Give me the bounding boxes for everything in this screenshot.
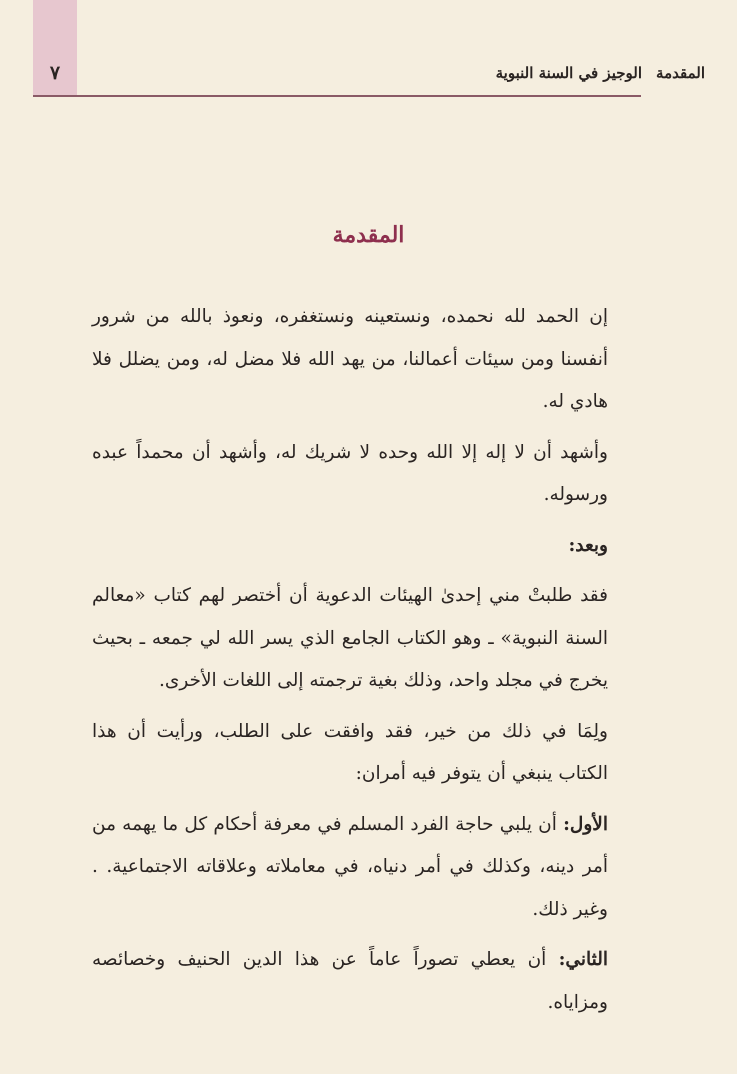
paragraph-text: إن الحمد لله نحمده، ونستعينه ونستغفره، ونعوذ بالله من شرور أنفسنا ومن سيئات أعمالنا، من يهد الله فلا مضل له، ومن يضلل فلا هادي له. [92, 306, 608, 412]
paragraph-label: الثاني: [558, 949, 608, 970]
page-title: المقدمة [332, 222, 405, 248]
paragraph-label: الأول: [563, 813, 608, 835]
paragraph [92, 939, 608, 1024]
running-title: الوجيز في السنة النبوية [495, 64, 642, 82]
header-rule [33, 95, 641, 97]
header-section-name: المقدمة [656, 64, 705, 82]
paragraph [92, 711, 608, 796]
paragraph-text: أن يلبي حاجة الفرد المسلم في معرفة أحكام كل ما يهمه من أمر دينه، وكذلك في أمر دنياه، في معاملاته وعلاقاته الاجتماعية. . وغير ذلك. [92, 813, 608, 920]
body-text [92, 296, 608, 1032]
paragraph-text: ولِمَا في ذلك من خير، فقد وافقت على الطلب، ورأيت أن هذا الكتاب ينبغي أن يتوفر فيه أمران: [92, 720, 608, 784]
paragraph [92, 296, 608, 424]
paragraph [92, 804, 608, 932]
paragraph-text: وأشهد أن لا إله إلا الله وحده لا شريك له، وأشهد أن محمداً عبده ورسوله. [92, 441, 608, 505]
paragraph-text: أن يعطي تصوراً عاماً عن هذا الدين الحنيف وخصائصه ومزاياه. [92, 949, 608, 1013]
paragraph [92, 575, 608, 703]
paragraph-label: وبعد: [568, 534, 608, 556]
paragraph-text: فقد طلبتْ مني إحدىٰ الهيئات الدعوية أن أختصر لهم كتاب «معالم السنة النبوية» ـ وهو الكتاب الجامع الذي يسر الله لي جمعه ـ بحيث يخرج في مجلد واحد، وذلك بغية ترجمته إلى اللغات الأخرى. [92, 585, 608, 691]
page-number: ٧ [49, 62, 61, 84]
paragraph [92, 432, 608, 517]
paragraph [92, 525, 608, 568]
